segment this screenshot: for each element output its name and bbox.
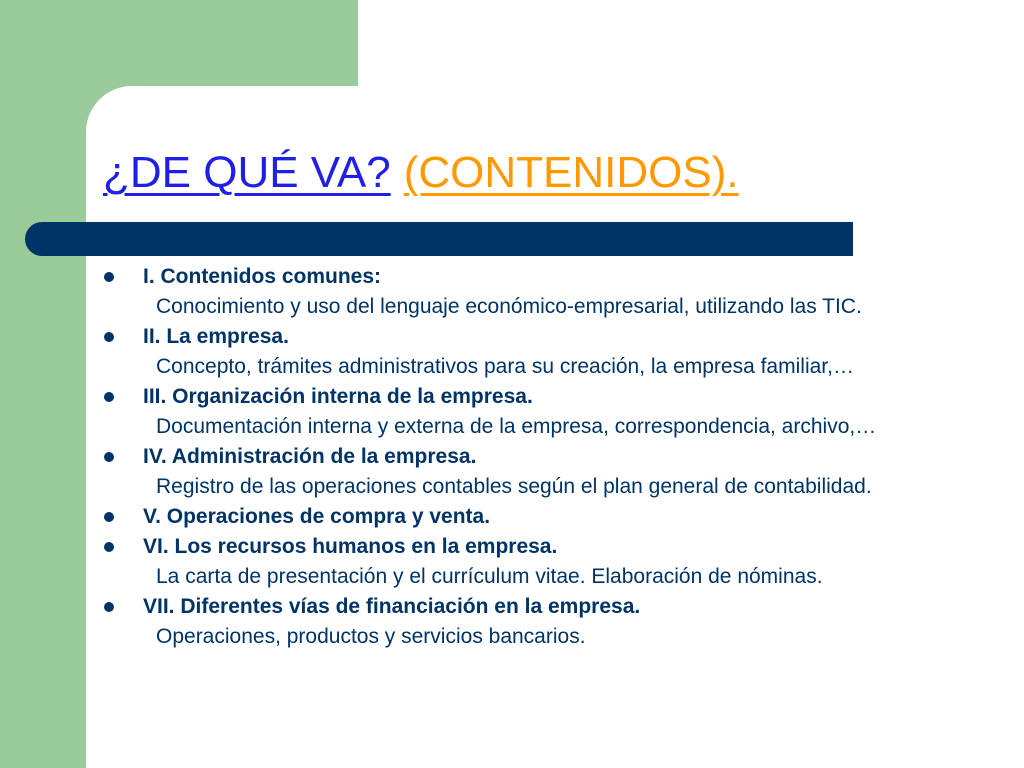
title-divider-bar — [25, 222, 853, 256]
outline-item-description: Documentación interna y externa de la empresa, correspondencia, archivo,… — [156, 415, 877, 438]
outline-item-description: Operaciones, productos y servicios bancarios. — [156, 625, 586, 648]
outline-item-heading — [0, 264, 1024, 290]
bullet-icon — [104, 542, 114, 552]
title-contents[interactable]: (CONTENIDOS). — [403, 148, 739, 197]
title-question[interactable]: ¿DE QUÉ VA? — [103, 148, 391, 197]
bullet-icon — [104, 452, 114, 462]
outline-item-heading — [0, 324, 1024, 350]
bullet-icon — [104, 392, 114, 402]
outline-item-heading-text: IV. Administración de la empresa. — [143, 445, 477, 468]
outline-item-heading-text: V. Operaciones de compra y venta. — [143, 505, 491, 528]
outline-item-heading-text: VII. Diferentes vías de financiación en la empresa. — [143, 595, 641, 618]
outline-item-description: Conocimiento y uso del lenguaje económico-empresarial, utilizando las TIC. — [156, 295, 862, 318]
outline-item-heading — [0, 444, 1024, 470]
outline-item-description: Concepto, trámites administrativos para su creación, la empresa familiar,… — [156, 355, 854, 378]
bullet-icon — [104, 602, 114, 612]
slide-title — [103, 143, 739, 203]
bullet-icon — [104, 332, 114, 342]
outline-item-heading — [0, 594, 1024, 620]
outline-item-description: La carta de presentación y el currículum vitae. Elaboración de nóminas. — [156, 565, 823, 588]
outline-item-heading-text: VI. Los recursos humanos en la empresa. — [143, 535, 558, 558]
outline-item-heading — [0, 534, 1024, 560]
outline-item-heading-text: III. Organización interna de la empresa. — [143, 385, 533, 408]
bullet-icon — [104, 272, 114, 282]
outline-item-description: Registro de las operaciones contables según el plan general de contabilidad. — [156, 475, 872, 498]
outline-item-heading — [0, 384, 1024, 410]
outline-item-heading-text: I. Contenidos comunes: — [143, 265, 382, 288]
bullet-icon — [104, 512, 114, 522]
outline-item-heading-text: II. La empresa. — [143, 325, 289, 348]
outline-item-heading — [0, 504, 1024, 530]
contents-outline — [0, 264, 1024, 654]
